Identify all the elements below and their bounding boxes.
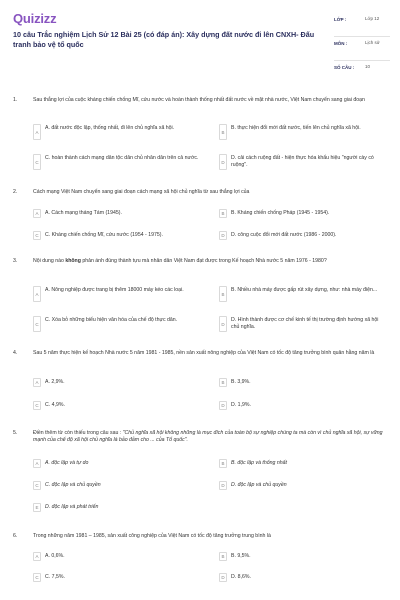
- subject-value: Lịch sử: [365, 40, 380, 45]
- count-label: SỐ CÂU :: [334, 65, 355, 70]
- option-e[interactable]: [33, 503, 199, 512]
- option-text: D. Hình thành được cơ chế kinh tế thị trường định hướng xã hội chủ nghĩa.: [231, 317, 379, 330]
- option-text: B. 3,9%.: [231, 379, 251, 385]
- question-number: 3.: [13, 258, 18, 264]
- meta-subject: [334, 37, 390, 61]
- option-text: D. cải cách ruộng đất - hiện thực hóa khẩu hiệu "người cày có ruộng".: [231, 155, 374, 168]
- option-text: A. 0,6%.: [45, 553, 65, 559]
- option-letter: A: [33, 209, 41, 218]
- option-text: D. độc lập và chủ quyền: [231, 482, 287, 488]
- grade-value: Lớp 12: [365, 16, 380, 21]
- question-text: Cách mạng Việt Nam chuyển sang giai đoạn cách mạng xã hội chủ nghĩa từ sau thắng lợi của: [33, 189, 250, 195]
- option-d[interactable]: [219, 154, 385, 170]
- option-b[interactable]: [219, 459, 385, 468]
- option-a[interactable]: [33, 378, 199, 387]
- option-letter: D: [219, 154, 227, 170]
- question-quote: "Chủ nghĩa xã hội không những là mục đích của toàn bộ sự nghiệp chúng ta mà còn vì chủ nghĩa xã hội, sự vững mạnh của chế độ xã hội chủ nghĩa là bảo đảm cho ... của Tổ quốc".: [33, 430, 383, 443]
- page-title: 10 câu Trắc nghiệm Lịch Sử 12 Bài 25 (có đáp án): Xây dựng đất nước đi lên CNXH- Đấu tranh bảo vệ tổ quốc: [13, 30, 315, 49]
- option-text: D. 8,6%.: [231, 574, 251, 580]
- question-number: 1.: [13, 97, 18, 103]
- option-text: C. 4,9%.: [45, 402, 65, 408]
- option-letter: C: [33, 154, 41, 170]
- option-text: B. Kháng chiến chống Pháp (1945 - 1954).: [231, 210, 330, 216]
- option-text: B. 9,5%.: [231, 553, 251, 559]
- option-text: B. Nhiều nhà máy được gấp rút xây dựng, như: nhà máy điện...: [231, 287, 378, 293]
- option-letter: A: [33, 552, 41, 561]
- question-number: 5.: [13, 430, 18, 436]
- option-c[interactable]: [33, 154, 199, 170]
- option-text: A. Cách mạng tháng Tám (1945).: [45, 210, 122, 216]
- option-letter: B: [219, 552, 227, 561]
- option-c[interactable]: [33, 573, 199, 582]
- count-value: 10: [365, 64, 371, 69]
- option-letter: A: [33, 378, 41, 387]
- option-b[interactable]: [219, 378, 385, 387]
- meta-info: [334, 13, 390, 75]
- option-text: A. 2,9%.: [45, 379, 65, 385]
- meta-count: [334, 61, 390, 75]
- option-c[interactable]: [33, 231, 199, 240]
- option-text: D. công cuộc đổi mới đất nước (1986 - 2000).: [231, 232, 337, 238]
- brand-logo: Quizizz: [13, 11, 57, 26]
- option-c[interactable]: [33, 481, 199, 490]
- option-letter: D: [219, 401, 227, 410]
- option-text: C. độc lập và chủ quyền: [45, 482, 101, 488]
- option-text: D. độc lập và phát triển: [45, 504, 99, 510]
- question-number: 4.: [13, 350, 18, 356]
- option-text: A. độc lập và tự do: [45, 460, 89, 466]
- option-letter: C: [33, 231, 41, 240]
- option-b[interactable]: [219, 209, 385, 218]
- option-text: B. độc lập và thống nhất: [231, 460, 287, 466]
- option-d[interactable]: [219, 316, 385, 332]
- subject-label: MÔN :: [334, 41, 348, 46]
- option-d[interactable]: [219, 481, 385, 490]
- option-letter: E: [33, 503, 41, 512]
- option-letter: A: [33, 286, 41, 302]
- question-text-part: Điền thêm từ còn thiếu trong câu sau :: [33, 430, 123, 436]
- option-letter: D: [219, 316, 227, 332]
- option-letter: B: [219, 124, 227, 140]
- option-a[interactable]: [33, 552, 199, 561]
- question-text: Trong những năm 1981 – 1985, sản xuất công nghiệp của Việt Nam có tốc độ tăng trưởng trung bình là: [33, 533, 271, 539]
- option-text: B. thực hiện đổi mới đất nước, tiến lên chủ nghĩa xã hội.: [231, 125, 361, 131]
- option-letter: C: [33, 316, 41, 332]
- option-a[interactable]: [33, 459, 199, 468]
- option-letter: D: [219, 231, 227, 240]
- question-number: 2.: [13, 189, 18, 195]
- option-b[interactable]: [219, 286, 385, 302]
- option-a[interactable]: [33, 209, 199, 218]
- option-letter: B: [219, 209, 227, 218]
- option-letter: C: [33, 481, 41, 490]
- question-text-emphasis: không: [65, 258, 81, 264]
- option-a[interactable]: [33, 124, 199, 140]
- question-number: 6.: [13, 533, 18, 539]
- option-text: A. đất nước độc lập, thống nhất, đi lên chủ nghĩa xã hội.: [45, 125, 175, 131]
- option-letter: C: [33, 401, 41, 410]
- question-text: [33, 258, 383, 265]
- option-d[interactable]: [219, 231, 385, 240]
- option-text: A. Nông nghiệp được trang bị thêm 18000 máy kéo các loại.: [45, 287, 184, 293]
- question-text: Sau thắng lợi của cuộc kháng chiến chống Mĩ, cứu nước và hoàn thành thống nhất đất nước về mặt nhà nước, Việt Nam chuyển sang giai đoạn: [33, 97, 365, 103]
- option-d[interactable]: [219, 573, 385, 582]
- question-text-part: Nội dung nào: [33, 258, 66, 264]
- option-text: C. hoàn thành cách mạng dân tộc dân chủ nhân dân trên cả nước.: [45, 155, 199, 161]
- question-text-part: phản ánh đúng thành tựu mà nhân dân Việt Nam đạt được trong Kế hoạch Nhà nước 5 năm 1976 - 1980?: [80, 258, 327, 264]
- option-letter: D: [219, 573, 227, 582]
- option-a[interactable]: [33, 286, 199, 302]
- option-d[interactable]: [219, 401, 385, 410]
- option-letter: B: [219, 378, 227, 387]
- option-c[interactable]: [33, 316, 199, 332]
- option-b[interactable]: [219, 124, 385, 140]
- meta-grade: [334, 13, 390, 37]
- option-text: C. Xóa bỏ những biểu hiện văn hóa của chế độ thực dân.: [45, 317, 178, 323]
- question-text: [33, 430, 383, 444]
- option-text: D. 1,9%.: [231, 402, 251, 408]
- option-letter: B: [219, 286, 227, 302]
- option-text: C. 7,5%.: [45, 574, 65, 580]
- grade-label: LỚP :: [334, 17, 347, 22]
- option-letter: A: [33, 459, 41, 468]
- option-b[interactable]: [219, 552, 385, 561]
- question-text: Sau 5 năm thực hiện kế hoạch Nhà nước 5 năm 1981 - 1985, nền sản xuất nông nghiệp của Việt Nam có tốc độ tăng trưởng bình quân hằng năm là: [33, 350, 375, 356]
- option-letter: B: [219, 459, 227, 468]
- option-c[interactable]: [33, 401, 199, 410]
- option-text: C. Kháng chiến chống Mĩ, cứu nước (1954 - 1975).: [45, 232, 163, 238]
- option-letter: C: [33, 573, 41, 582]
- option-letter: A: [33, 124, 41, 140]
- option-letter: D: [219, 481, 227, 490]
